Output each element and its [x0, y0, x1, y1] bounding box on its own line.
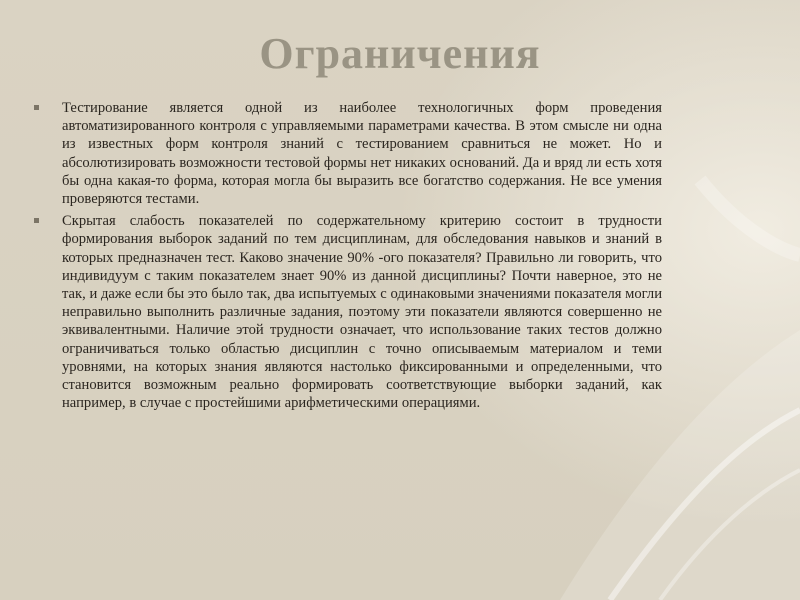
bullet-item — [34, 99, 662, 208]
slide-title: Ограничения — [259, 29, 541, 78]
bullet-list — [34, 99, 662, 416]
square-bullet-icon — [34, 105, 39, 110]
bullet-text: Тестирование является одной из наиболее технологичных форм проведения автоматизированного контроля с управляемыми параметрами качества. В этом смысле ни одна из известных форм контроля знаний с тестированием сравниться не может. Но и абсолютизировать возможности тестовой формы нет никаких оснований. Да и вряд ли есть хотя бы одна какая-то форма, которая могла бы выразить все богатство содержания. Не все умения проверяются тестами. — [62, 100, 662, 208]
bullet-text: Скрытая слабость показателей по содержательному критерию состоит в трудности формирования выборок заданий по тем дисциплинам, для обследования навыков и знаний в которых предназначен тест. Каково значение 90% -ого показателя? Правильно ли говорить, что индивидуум с таким показателем знает 90% из данной дисциплины? Почти наверное, это не так, и даже если бы это было так, два испытуемых с одинаковыми значениями показателя могли неправильно выполнить различные задания, поэтому эти показатели являются совершенно не эквивалентными. Наличие этой трудности означает, что использование таких тестов должно ограничиваться только областью дисциплин с точно описываемым материалом и теми уровнями, на которых знания являются настолько фиксированными и определенными, что становится возможным реально формировать соответствующие выборки заданий, как например, в случае с простейшими арифметическими операциями. — [62, 213, 662, 412]
bullet-item — [34, 212, 662, 412]
square-bullet-icon — [34, 218, 39, 223]
